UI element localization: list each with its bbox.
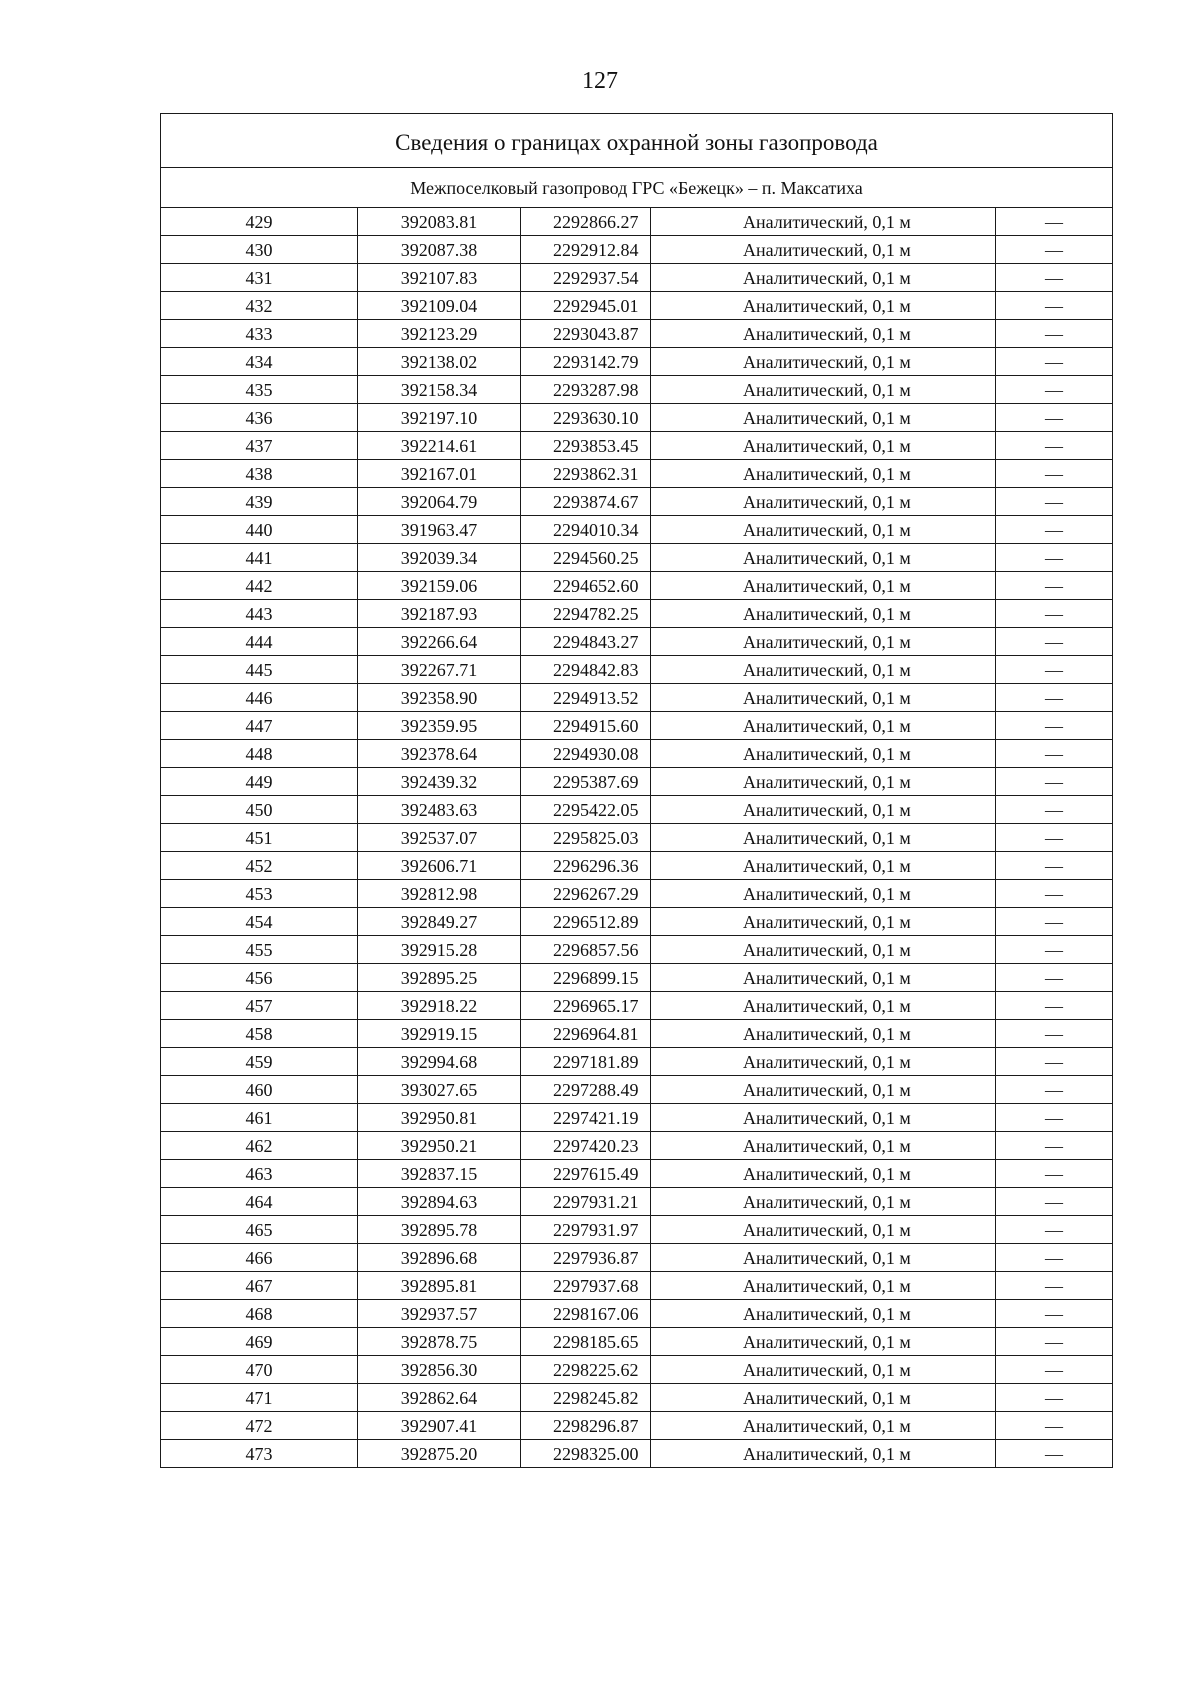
x-coordinate-cell: 392087.38 [358, 236, 521, 264]
table-row [161, 992, 1113, 1020]
method-accuracy-cell: Аналитический, 0,1 м [651, 1188, 996, 1216]
point-number-cell: 462 [161, 1132, 358, 1160]
y-coordinate-cell: 2293043.87 [521, 320, 651, 348]
point-description-cell: — [996, 1412, 1113, 1440]
table-row [161, 1440, 1113, 1468]
table-row [161, 1132, 1113, 1160]
point-description-cell: — [996, 208, 1113, 236]
x-coordinate-cell: 392083.81 [358, 208, 521, 236]
table-row [161, 1160, 1113, 1188]
point-description-cell: — [996, 1216, 1113, 1244]
point-number-cell: 430 [161, 236, 358, 264]
point-number-cell: 433 [161, 320, 358, 348]
table-row [161, 516, 1113, 544]
y-coordinate-cell: 2292866.27 [521, 208, 651, 236]
table-row [161, 1244, 1113, 1272]
method-accuracy-cell: Аналитический, 0,1 м [651, 964, 996, 992]
method-accuracy-cell: Аналитический, 0,1 м [651, 1328, 996, 1356]
method-accuracy-cell: Аналитический, 0,1 м [651, 376, 996, 404]
method-accuracy-cell: Аналитический, 0,1 м [651, 1160, 996, 1188]
table-row [161, 908, 1113, 936]
y-coordinate-cell: 2294915.60 [521, 712, 651, 740]
table-row [161, 824, 1113, 852]
method-accuracy-cell: Аналитический, 0,1 м [651, 264, 996, 292]
point-number-cell: 453 [161, 880, 358, 908]
method-accuracy-cell: Аналитический, 0,1 м [651, 1076, 996, 1104]
y-coordinate-cell: 2294560.25 [521, 544, 651, 572]
y-coordinate-cell: 2296964.81 [521, 1020, 651, 1048]
point-number-cell: 438 [161, 460, 358, 488]
point-description-cell: — [996, 432, 1113, 460]
x-coordinate-cell: 392950.21 [358, 1132, 521, 1160]
point-number-cell: 434 [161, 348, 358, 376]
y-coordinate-cell: 2294843.27 [521, 628, 651, 656]
boundary-coordinates-table [160, 113, 1113, 1468]
point-description-cell: — [996, 1104, 1113, 1132]
point-number-cell: 442 [161, 572, 358, 600]
y-coordinate-cell: 2294652.60 [521, 572, 651, 600]
table-row [161, 1076, 1113, 1104]
method-accuracy-cell: Аналитический, 0,1 м [651, 1272, 996, 1300]
table-subtitle-row [161, 168, 1113, 208]
point-description-cell: — [996, 1328, 1113, 1356]
point-number-cell: 461 [161, 1104, 358, 1132]
point-number-cell: 432 [161, 292, 358, 320]
table-row [161, 656, 1113, 684]
point-description-cell: — [996, 684, 1113, 712]
table-row [161, 488, 1113, 516]
table-row [161, 348, 1113, 376]
point-description-cell: — [996, 908, 1113, 936]
point-number-cell: 460 [161, 1076, 358, 1104]
point-description-cell: — [996, 712, 1113, 740]
point-description-cell: — [996, 1076, 1113, 1104]
method-accuracy-cell: Аналитический, 0,1 м [651, 348, 996, 376]
method-accuracy-cell: Аналитический, 0,1 м [651, 656, 996, 684]
point-description-cell: — [996, 768, 1113, 796]
x-coordinate-cell: 392187.93 [358, 600, 521, 628]
x-coordinate-cell: 392159.06 [358, 572, 521, 600]
method-accuracy-cell: Аналитический, 0,1 м [651, 600, 996, 628]
table-subtitle: Межпоселковый газопровод ГРС «Бежецк» – п. Максатиха [161, 168, 1113, 208]
table-row [161, 1384, 1113, 1412]
y-coordinate-cell: 2296512.89 [521, 908, 651, 936]
table-row [161, 320, 1113, 348]
point-description-cell: — [996, 964, 1113, 992]
point-number-cell: 458 [161, 1020, 358, 1048]
table-row [161, 936, 1113, 964]
table-row [161, 236, 1113, 264]
y-coordinate-cell: 2298296.87 [521, 1412, 651, 1440]
method-accuracy-cell: Аналитический, 0,1 м [651, 796, 996, 824]
y-coordinate-cell: 2293862.31 [521, 460, 651, 488]
point-description-cell: — [996, 1048, 1113, 1076]
method-accuracy-cell: Аналитический, 0,1 м [651, 1216, 996, 1244]
method-accuracy-cell: Аналитический, 0,1 м [651, 1356, 996, 1384]
point-description-cell: — [996, 516, 1113, 544]
table-title-row [161, 114, 1113, 168]
table-row [161, 880, 1113, 908]
table-row [161, 1356, 1113, 1384]
table-row [161, 768, 1113, 796]
point-description-cell: — [996, 404, 1113, 432]
x-coordinate-cell: 392378.64 [358, 740, 521, 768]
point-number-cell: 446 [161, 684, 358, 712]
y-coordinate-cell: 2293287.98 [521, 376, 651, 404]
point-description-cell: — [996, 740, 1113, 768]
y-coordinate-cell: 2297931.21 [521, 1188, 651, 1216]
y-coordinate-cell: 2293142.79 [521, 348, 651, 376]
x-coordinate-cell: 392915.28 [358, 936, 521, 964]
point-description-cell: — [996, 1300, 1113, 1328]
x-coordinate-cell: 393027.65 [358, 1076, 521, 1104]
table-row [161, 292, 1113, 320]
point-description-cell: — [996, 264, 1113, 292]
point-number-cell: 465 [161, 1216, 358, 1244]
point-description-cell: — [996, 1132, 1113, 1160]
page-number: 127 [582, 68, 618, 94]
point-description-cell: — [996, 628, 1113, 656]
y-coordinate-cell: 2298325.00 [521, 1440, 651, 1468]
point-number-cell: 440 [161, 516, 358, 544]
point-number-cell: 437 [161, 432, 358, 460]
point-number-cell: 447 [161, 712, 358, 740]
x-coordinate-cell: 392895.81 [358, 1272, 521, 1300]
point-description-cell: — [996, 1272, 1113, 1300]
method-accuracy-cell: Аналитический, 0,1 м [651, 1104, 996, 1132]
y-coordinate-cell: 2293630.10 [521, 404, 651, 432]
point-number-cell: 443 [161, 600, 358, 628]
table-row [161, 1020, 1113, 1048]
method-accuracy-cell: Аналитический, 0,1 м [651, 572, 996, 600]
x-coordinate-cell: 392878.75 [358, 1328, 521, 1356]
x-coordinate-cell: 392918.22 [358, 992, 521, 1020]
y-coordinate-cell: 2292937.54 [521, 264, 651, 292]
point-description-cell: — [996, 488, 1113, 516]
table-row [161, 404, 1113, 432]
point-number-cell: 456 [161, 964, 358, 992]
table-row [161, 628, 1113, 656]
table-row [161, 572, 1113, 600]
x-coordinate-cell: 392483.63 [358, 796, 521, 824]
method-accuracy-cell: Аналитический, 0,1 м [651, 516, 996, 544]
point-description-cell: — [996, 1188, 1113, 1216]
x-coordinate-cell: 392837.15 [358, 1160, 521, 1188]
point-number-cell: 473 [161, 1440, 358, 1468]
y-coordinate-cell: 2292912.84 [521, 236, 651, 264]
x-coordinate-cell: 392896.68 [358, 1244, 521, 1272]
table-row [161, 712, 1113, 740]
x-coordinate-cell: 392266.64 [358, 628, 521, 656]
x-coordinate-cell: 392862.64 [358, 1384, 521, 1412]
point-number-cell: 445 [161, 656, 358, 684]
table-row [161, 1272, 1113, 1300]
method-accuracy-cell: Аналитический, 0,1 м [651, 1300, 996, 1328]
method-accuracy-cell: Аналитический, 0,1 м [651, 1048, 996, 1076]
x-coordinate-cell: 392158.34 [358, 376, 521, 404]
method-accuracy-cell: Аналитический, 0,1 м [651, 936, 996, 964]
x-coordinate-cell: 392894.63 [358, 1188, 521, 1216]
table-row [161, 376, 1113, 404]
method-accuracy-cell: Аналитический, 0,1 м [651, 908, 996, 936]
table-row [161, 1216, 1113, 1244]
point-number-cell: 463 [161, 1160, 358, 1188]
x-coordinate-cell: 392950.81 [358, 1104, 521, 1132]
y-coordinate-cell: 2297181.89 [521, 1048, 651, 1076]
y-coordinate-cell: 2293853.45 [521, 432, 651, 460]
method-accuracy-cell: Аналитический, 0,1 м [651, 320, 996, 348]
y-coordinate-cell: 2298245.82 [521, 1384, 651, 1412]
y-coordinate-cell: 2294010.34 [521, 516, 651, 544]
point-description-cell: — [996, 852, 1113, 880]
method-accuracy-cell: Аналитический, 0,1 м [651, 1384, 996, 1412]
point-number-cell: 459 [161, 1048, 358, 1076]
y-coordinate-cell: 2296267.29 [521, 880, 651, 908]
table-row [161, 1104, 1113, 1132]
method-accuracy-cell: Аналитический, 0,1 м [651, 992, 996, 1020]
y-coordinate-cell: 2294913.52 [521, 684, 651, 712]
point-number-cell: 449 [161, 768, 358, 796]
x-coordinate-cell: 392039.34 [358, 544, 521, 572]
table-row [161, 432, 1113, 460]
point-description-cell: — [996, 796, 1113, 824]
x-coordinate-cell: 392856.30 [358, 1356, 521, 1384]
x-coordinate-cell: 392895.78 [358, 1216, 521, 1244]
y-coordinate-cell: 2298185.65 [521, 1328, 651, 1356]
point-description-cell: — [996, 376, 1113, 404]
point-description-cell: — [996, 600, 1113, 628]
point-description-cell: — [996, 1160, 1113, 1188]
point-number-cell: 429 [161, 208, 358, 236]
x-coordinate-cell: 392109.04 [358, 292, 521, 320]
x-coordinate-cell: 392895.25 [358, 964, 521, 992]
y-coordinate-cell: 2292945.01 [521, 292, 651, 320]
method-accuracy-cell: Аналитический, 0,1 м [651, 460, 996, 488]
method-accuracy-cell: Аналитический, 0,1 м [651, 236, 996, 264]
point-description-cell: — [996, 1356, 1113, 1384]
y-coordinate-cell: 2297288.49 [521, 1076, 651, 1104]
point-number-cell: 464 [161, 1188, 358, 1216]
x-coordinate-cell: 392358.90 [358, 684, 521, 712]
method-accuracy-cell: Аналитический, 0,1 м [651, 1132, 996, 1160]
y-coordinate-cell: 2297421.19 [521, 1104, 651, 1132]
y-coordinate-cell: 2295422.05 [521, 796, 651, 824]
method-accuracy-cell: Аналитический, 0,1 м [651, 1440, 996, 1468]
point-number-cell: 466 [161, 1244, 358, 1272]
table-row [161, 1328, 1113, 1356]
y-coordinate-cell: 2294782.25 [521, 600, 651, 628]
x-coordinate-cell: 392197.10 [358, 404, 521, 432]
point-number-cell: 439 [161, 488, 358, 516]
point-number-cell: 455 [161, 936, 358, 964]
point-description-cell: — [996, 292, 1113, 320]
point-description-cell: — [996, 1244, 1113, 1272]
point-number-cell: 444 [161, 628, 358, 656]
x-coordinate-cell: 392123.29 [358, 320, 521, 348]
table-row [161, 264, 1113, 292]
y-coordinate-cell: 2295825.03 [521, 824, 651, 852]
point-number-cell: 469 [161, 1328, 358, 1356]
point-description-cell: — [996, 992, 1113, 1020]
point-description-cell: — [996, 1440, 1113, 1468]
point-description-cell: — [996, 320, 1113, 348]
point-number-cell: 472 [161, 1412, 358, 1440]
point-number-cell: 450 [161, 796, 358, 824]
table-row [161, 964, 1113, 992]
method-accuracy-cell: Аналитический, 0,1 м [651, 1244, 996, 1272]
x-coordinate-cell: 392937.57 [358, 1300, 521, 1328]
y-coordinate-cell: 2296965.17 [521, 992, 651, 1020]
point-description-cell: — [996, 348, 1113, 376]
method-accuracy-cell: Аналитический, 0,1 м [651, 292, 996, 320]
x-coordinate-cell: 391963.47 [358, 516, 521, 544]
x-coordinate-cell: 392849.27 [358, 908, 521, 936]
point-description-cell: — [996, 824, 1113, 852]
table-row [161, 1048, 1113, 1076]
table-title: Сведения о границах охранной зоны газопровода [161, 114, 1113, 168]
method-accuracy-cell: Аналитический, 0,1 м [651, 712, 996, 740]
x-coordinate-cell: 392138.02 [358, 348, 521, 376]
table-row [161, 600, 1113, 628]
method-accuracy-cell: Аналитический, 0,1 м [651, 1412, 996, 1440]
x-coordinate-cell: 392606.71 [358, 852, 521, 880]
point-description-cell: — [996, 1384, 1113, 1412]
table-row [161, 740, 1113, 768]
table-row [161, 684, 1113, 712]
point-description-cell: — [996, 572, 1113, 600]
y-coordinate-cell: 2298167.06 [521, 1300, 651, 1328]
y-coordinate-cell: 2297931.97 [521, 1216, 651, 1244]
method-accuracy-cell: Аналитический, 0,1 м [651, 852, 996, 880]
point-description-cell: — [996, 656, 1113, 684]
table-row [161, 1188, 1113, 1216]
y-coordinate-cell: 2297420.23 [521, 1132, 651, 1160]
method-accuracy-cell: Аналитический, 0,1 м [651, 544, 996, 572]
point-number-cell: 448 [161, 740, 358, 768]
table-row [161, 1412, 1113, 1440]
y-coordinate-cell: 2296296.36 [521, 852, 651, 880]
y-coordinate-cell: 2293874.67 [521, 488, 651, 516]
point-description-cell: — [996, 1020, 1113, 1048]
table-row [161, 460, 1113, 488]
method-accuracy-cell: Аналитический, 0,1 м [651, 628, 996, 656]
point-number-cell: 431 [161, 264, 358, 292]
method-accuracy-cell: Аналитический, 0,1 м [651, 1020, 996, 1048]
x-coordinate-cell: 392537.07 [358, 824, 521, 852]
table-row [161, 1300, 1113, 1328]
x-coordinate-cell: 392994.68 [358, 1048, 521, 1076]
point-description-cell: — [996, 544, 1113, 572]
point-number-cell: 452 [161, 852, 358, 880]
method-accuracy-cell: Аналитический, 0,1 м [651, 824, 996, 852]
point-number-cell: 441 [161, 544, 358, 572]
point-number-cell: 470 [161, 1356, 358, 1384]
point-number-cell: 468 [161, 1300, 358, 1328]
x-coordinate-cell: 392167.01 [358, 460, 521, 488]
table-row [161, 208, 1113, 236]
point-number-cell: 457 [161, 992, 358, 1020]
y-coordinate-cell: 2298225.62 [521, 1356, 651, 1384]
point-description-cell: — [996, 236, 1113, 264]
x-coordinate-cell: 392107.83 [358, 264, 521, 292]
y-coordinate-cell: 2294930.08 [521, 740, 651, 768]
method-accuracy-cell: Аналитический, 0,1 м [651, 768, 996, 796]
method-accuracy-cell: Аналитический, 0,1 м [651, 208, 996, 236]
point-number-cell: 467 [161, 1272, 358, 1300]
method-accuracy-cell: Аналитический, 0,1 м [651, 880, 996, 908]
x-coordinate-cell: 392907.41 [358, 1412, 521, 1440]
y-coordinate-cell: 2295387.69 [521, 768, 651, 796]
x-coordinate-cell: 392214.61 [358, 432, 521, 460]
method-accuracy-cell: Аналитический, 0,1 м [651, 488, 996, 516]
table-row [161, 852, 1113, 880]
table-row [161, 544, 1113, 572]
method-accuracy-cell: Аналитический, 0,1 м [651, 684, 996, 712]
x-coordinate-cell: 392064.79 [358, 488, 521, 516]
point-description-cell: — [996, 460, 1113, 488]
x-coordinate-cell: 392919.15 [358, 1020, 521, 1048]
x-coordinate-cell: 392439.32 [358, 768, 521, 796]
table-row [161, 796, 1113, 824]
table-body [161, 114, 1113, 1468]
method-accuracy-cell: Аналитический, 0,1 м [651, 432, 996, 460]
y-coordinate-cell: 2297615.49 [521, 1160, 651, 1188]
x-coordinate-cell: 392359.95 [358, 712, 521, 740]
y-coordinate-cell: 2296899.15 [521, 964, 651, 992]
x-coordinate-cell: 392812.98 [358, 880, 521, 908]
y-coordinate-cell: 2294842.83 [521, 656, 651, 684]
point-number-cell: 471 [161, 1384, 358, 1412]
y-coordinate-cell: 2297936.87 [521, 1244, 651, 1272]
point-number-cell: 436 [161, 404, 358, 432]
y-coordinate-cell: 2297937.68 [521, 1272, 651, 1300]
x-coordinate-cell: 392267.71 [358, 656, 521, 684]
method-accuracy-cell: Аналитический, 0,1 м [651, 404, 996, 432]
point-number-cell: 454 [161, 908, 358, 936]
y-coordinate-cell: 2296857.56 [521, 936, 651, 964]
point-description-cell: — [996, 880, 1113, 908]
point-number-cell: 451 [161, 824, 358, 852]
point-number-cell: 435 [161, 376, 358, 404]
method-accuracy-cell: Аналитический, 0,1 м [651, 740, 996, 768]
x-coordinate-cell: 392875.20 [358, 1440, 521, 1468]
point-description-cell: — [996, 936, 1113, 964]
